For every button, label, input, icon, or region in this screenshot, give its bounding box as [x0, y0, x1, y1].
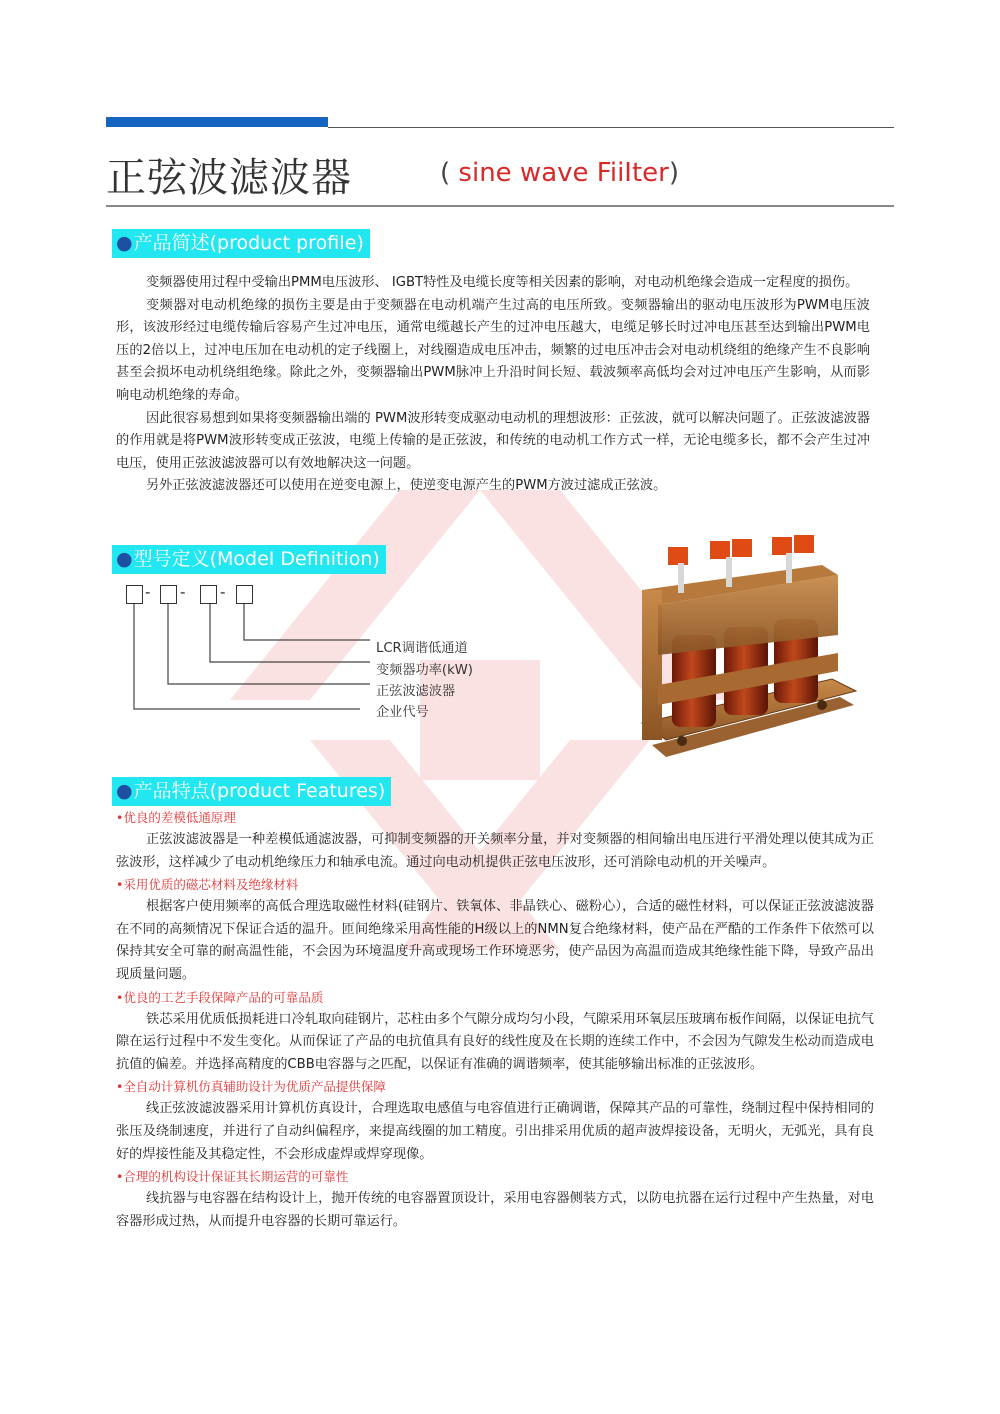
feature-text: 线正弦波滤波器采用计算机仿真设计，合理选取电感值与电容值进行正确调谐，保障其产品的可靠性，绕制过程中保持相同的张压及绕制速度，并进行了自动纠偏程序，来提高线圈的加工精度。引出排采用优质的超声波焊接设备，无明火，无弧光，具有良好的焊接性能及其稳定性，不会形成虚焊或焊穿现像。: [116, 1101, 874, 1162]
model-dash: -: [220, 583, 226, 601]
page-title-english: ( sine wave FiiIter): [440, 158, 679, 188]
model-label-power: 变频器功率(kW): [376, 663, 473, 678]
page-title: 正弦波滤波器: [106, 155, 352, 201]
feature-text: 根据客户使用频率的高低合理选取磁性材料(硅钢片、铁氧体、非晶铁心、磁粉心），合适的磁性材料，可以保证正弦波滤波器在不同的高频情况下保证合适的温升。匝间绝缘采用高性能的H级以上的NMN复合绝缘材料，使产品在严酷的工作条件下依然可以保持其安全可靠的耐高温性能，不会因为环境温度升高或现场工作环境恶劣，使产品因为高温而造成其绝缘性能下降，导致产品出现质量问题。: [116, 899, 874, 982]
profile-paragraph: 变频器对电动机绝缘的损伤主要是由于变频器在电动机端产生过高的电压所致。变频器输出的驱动电压波形为PWM电压波形，该波形经过电缆传输后容易产生过冲电压，通常电缆越长产生的过冲电压越大，电缆足够长时过冲电压甚至达到输出PWM电压的2倍以上，过冲电压加在电动机的定子线圈上，对线圈造成电压冲击，频繁的过电压冲击会对电动机绕组的绝缘产生不良影响甚至会损坏电动机绕组绝缘。除此之外，变频器输出PWM脉冲上升沿时间长短、载波频率高低均会对过冲电压产生影响，从而影响电动机绝缘的寿命。: [116, 297, 870, 403]
feature-title: •采用优质的磁芯材料及绝缘材料: [116, 877, 299, 893]
profile-paragraph: 变频器使用过程中受输出PMM电压波形、 IGBT特性及电缆长度等相关因素的影响，对电动机绝缘会造成一定程度的损伤。: [146, 275, 859, 290]
header-accent-bar: [106, 117, 328, 127]
model-dash: -: [145, 583, 151, 601]
section-heading-profile: ●产品简述(product profiIe): [112, 229, 370, 258]
feature-title: •优良的工艺手段保障产品的可靠品质: [116, 989, 324, 1005]
feature-text: 铁芯采用优质低损耗进口冷轧取向硅钢片，芯柱由多个气隙分成均匀小段，气隙采用环氧层压玻璃布板作间隔，以保证电抗气隙在运行过程中不发生变化。从而保证了产品的电抗值具有良好的线性度及在长期的连续工作中，不会因为气隙发生松动而造成电抗值的偏差。并选择高精度的CBB电容器与之匹配，以保证有准确的调谐频率，使其能够输出标准的正弦波形。: [116, 1011, 874, 1072]
feature-text: 正弦波滤波器是一种差模低通滤波器，可抑制变频器的开关频率分量，并对变频器的相间输出电压进行平滑处理以使其成为正弦波形，这样减少了电动机绝缘压力和轴承电流。通过向电动机提供正弦电压波形，还可消除电动机的开关噪声。: [116, 832, 874, 870]
features-body: [116, 807, 874, 1233]
section-heading-model: ●型号定义(ModeI Definition): [112, 545, 386, 574]
feature-text: 线抗器与电容器在结构设计上，抛开传统的电容器置顶设计，采用电容器侧装方式，以防电抗器在运行过程中产生热量，对电容器形成过热，从而提升电容器的长期可靠运行。: [116, 1191, 874, 1229]
feature-title: •合理的机构设计保证其长期运营的可靠性: [116, 1169, 349, 1185]
section-heading-features: ●产品特点(product Features): [112, 777, 391, 806]
header-bottom-rule: [106, 205, 894, 207]
header-top-rule: [328, 127, 894, 128]
feature-title: •优良的差模低通原理: [116, 810, 236, 825]
profile-paragraph: 因此很容易想到如果将变频器输出端的 PWM波形转变成驱动电动机的理想波形：正弦波，就可以解决问题了。正弦波滤波器的作用就是将PWM波形转变成正弦波，电缆上传输的是正弦波，和传统的电动机工作方式一样，无论电缆多长，都不会产生过冲电压，使用正弦波滤波器可以有效地解决这一问题。: [116, 410, 870, 471]
model-label-lcr: LCR调谐低通道: [376, 641, 468, 656]
model-diagram: [120, 582, 500, 722]
profile-paragraph: 另外正弦波滤波器还可以使用在逆变电源上，使逆变电源产生的PWM方波过滤成正弦波。: [146, 478, 667, 494]
product-photo: [622, 535, 870, 775]
model-label-company: 企业代号: [376, 705, 429, 720]
feature-title: •全自动计算机仿真辅助设计为优质产品提供保障: [116, 1079, 386, 1095]
title-english-text: sine wave FiiIter: [458, 158, 669, 188]
profile-body: [116, 272, 870, 498]
model-dash: -: [180, 583, 186, 601]
model-label-filter: 正弦波滤波器: [376, 684, 456, 699]
